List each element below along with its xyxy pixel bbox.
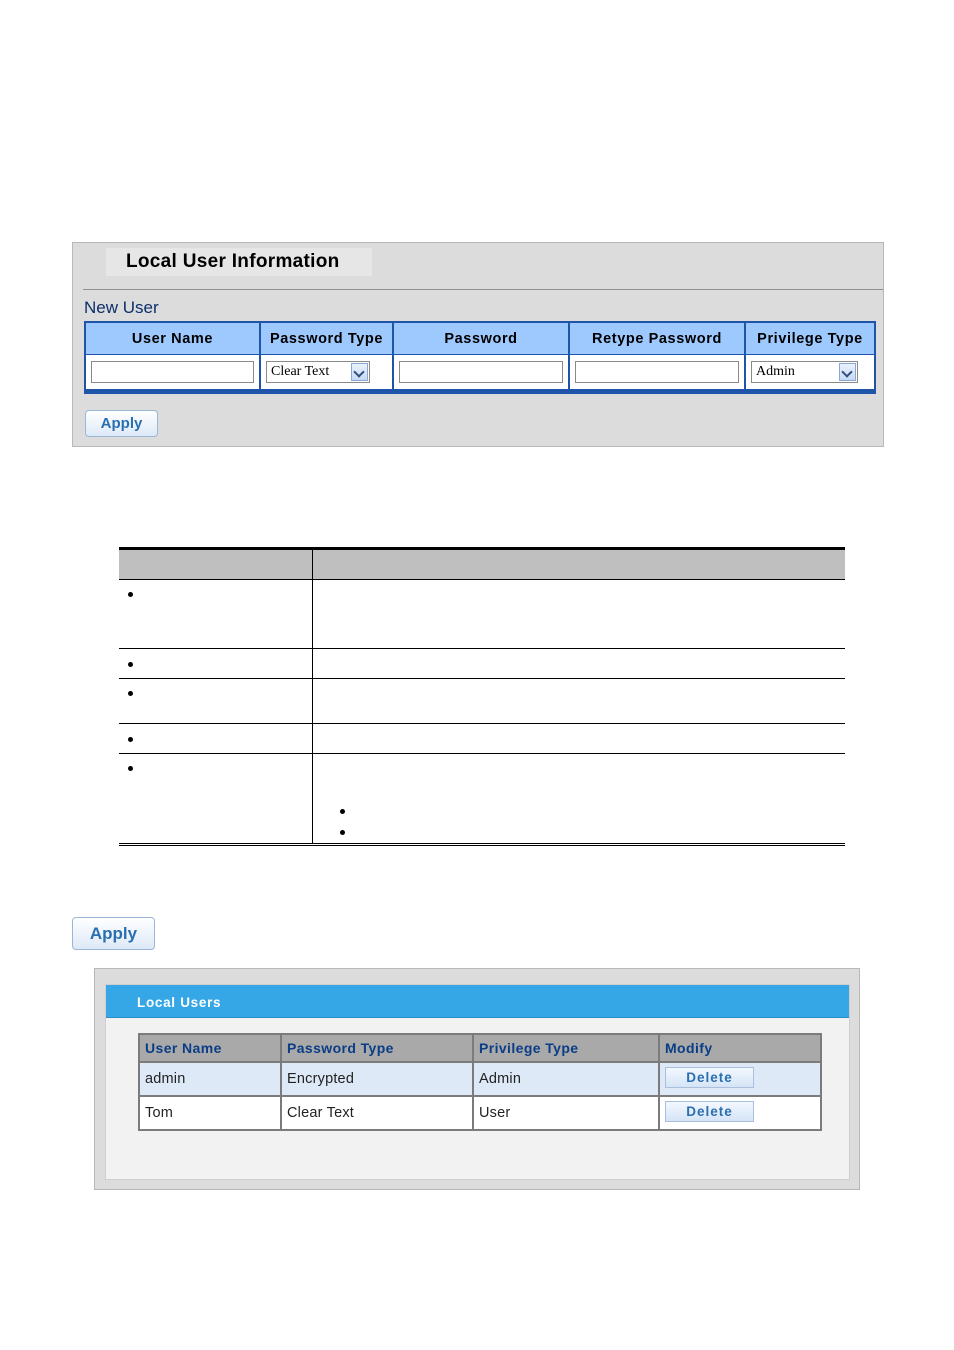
description-header-description	[312, 549, 845, 580]
new-user-input-row	[85, 355, 875, 392]
password-type-selected-value: Clear Text	[271, 364, 330, 380]
column-header-password: Password	[393, 322, 569, 355]
delete-button[interactable]: Delete	[665, 1101, 754, 1122]
user-name-cell	[85, 355, 260, 392]
chevron-down-icon[interactable]	[351, 363, 368, 381]
local-users-inner	[105, 984, 850, 1180]
description-row	[119, 754, 845, 845]
password-input[interactable]	[399, 361, 563, 383]
local-users-header-row	[139, 1034, 821, 1062]
description-row	[119, 724, 845, 754]
bullet-icon	[128, 691, 133, 696]
local-users-panel	[94, 968, 860, 1190]
privilege-type-select[interactable]	[751, 361, 858, 383]
description-row	[119, 649, 845, 679]
password-type-select[interactable]	[266, 361, 370, 383]
table-row	[139, 1096, 821, 1130]
description-text-cell	[312, 649, 845, 679]
description-text-cell	[312, 580, 845, 649]
description-header-object	[119, 549, 312, 580]
local-users-header-bar	[106, 985, 849, 1018]
description-text-cell	[312, 754, 845, 845]
description-row	[119, 580, 845, 649]
column-header-password-type: Password Type	[260, 322, 393, 355]
delete-button[interactable]: Delete	[665, 1067, 754, 1088]
description-row	[119, 679, 845, 724]
cell-user-name: Tom	[139, 1096, 281, 1130]
sub-bullet-icon	[340, 809, 345, 814]
description-table	[119, 547, 845, 846]
cell-modify	[659, 1062, 821, 1096]
bullet-icon	[128, 737, 133, 742]
column-header-retype-password: Retype Password	[569, 322, 745, 355]
description-object-cell	[119, 580, 312, 649]
description-object-cell	[119, 649, 312, 679]
local-users-title: Local Users	[137, 995, 222, 1010]
column-header-password-type: Password Type	[281, 1034, 473, 1062]
cell-password-type: Encrypted	[281, 1062, 473, 1096]
cell-user-name: admin	[139, 1062, 281, 1096]
retype-password-cell	[569, 355, 745, 392]
table-row	[139, 1062, 821, 1096]
column-header-modify: Modify	[659, 1034, 821, 1062]
cell-modify	[659, 1096, 821, 1130]
new-user-header-row	[85, 322, 875, 355]
description-object-cell	[119, 679, 312, 724]
cell-privilege-type: User	[473, 1096, 659, 1130]
column-header-privilege-type: Privilege Type	[745, 322, 875, 355]
cell-privilege-type: Admin	[473, 1062, 659, 1096]
description-text-cell	[312, 679, 845, 724]
description-text-cell	[312, 724, 845, 754]
bullet-icon	[128, 662, 133, 667]
local-users-table	[138, 1033, 822, 1131]
local-user-information-panel	[72, 242, 884, 447]
column-header-user-name: User Name	[85, 322, 260, 355]
bullet-icon	[128, 766, 133, 771]
user-name-input[interactable]	[91, 361, 254, 383]
column-header-user-name: User Name	[139, 1034, 281, 1062]
description-object-cell	[119, 724, 312, 754]
description-header-row	[119, 549, 845, 580]
password-type-cell	[260, 355, 393, 392]
description-object-cell	[119, 754, 312, 845]
privilege-type-selected-value: Admin	[756, 364, 795, 380]
password-cell	[393, 355, 569, 392]
apply-button-sample[interactable]: Apply	[72, 917, 155, 950]
privilege-type-cell	[745, 355, 875, 392]
bullet-icon	[128, 592, 133, 597]
chevron-down-icon[interactable]	[839, 363, 856, 381]
panel-title: Local User Information	[126, 251, 340, 272]
apply-button[interactable]: Apply	[85, 410, 158, 437]
cell-password-type: Clear Text	[281, 1096, 473, 1130]
sub-bullet-icon	[340, 830, 345, 835]
retype-password-input[interactable]	[575, 361, 739, 383]
column-header-privilege-type: Privilege Type	[473, 1034, 659, 1062]
title-divider	[83, 289, 883, 290]
new-user-table	[84, 321, 876, 394]
new-user-label: New User	[84, 298, 159, 317]
